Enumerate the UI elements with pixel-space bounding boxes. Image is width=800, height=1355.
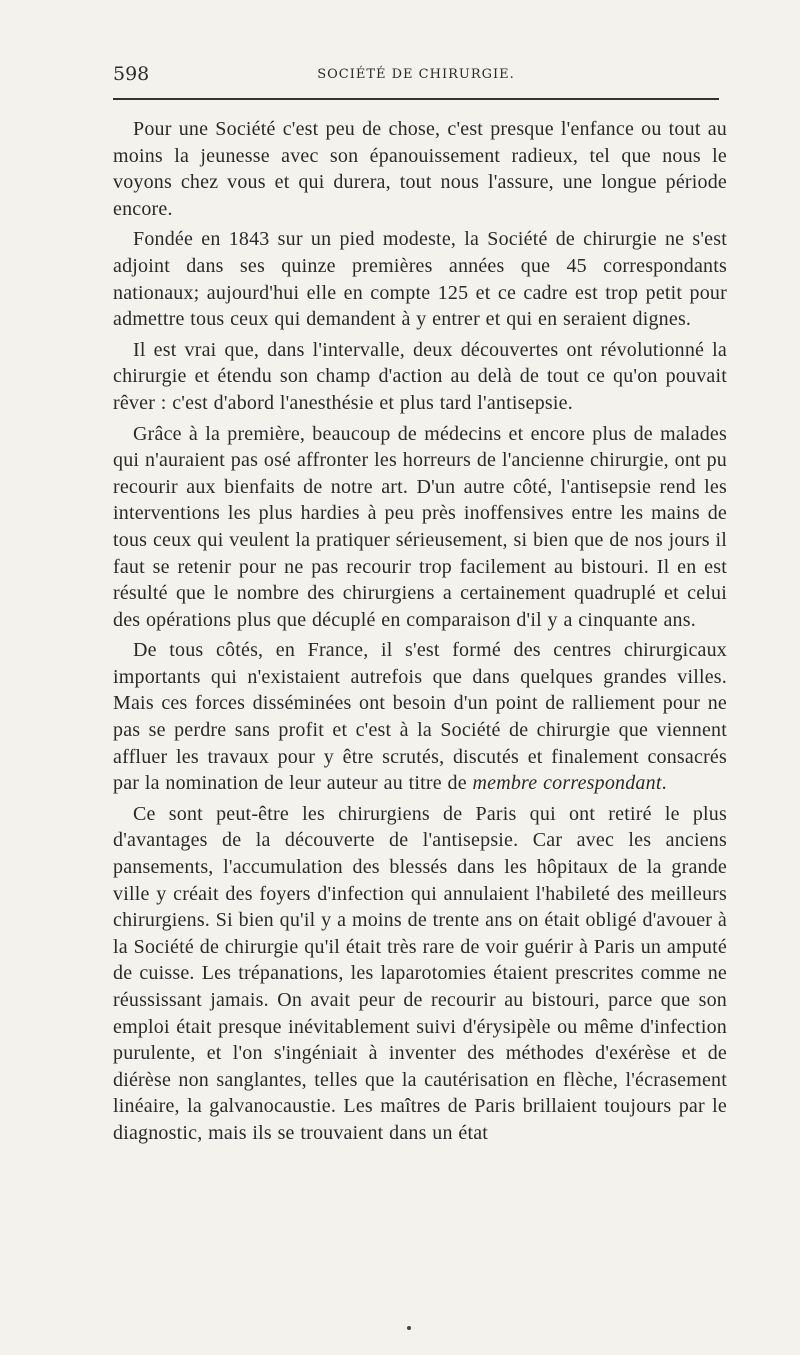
- page-header: [113, 62, 719, 86]
- running-title: SOCIÉTÉ DE CHIRURGIE.: [317, 67, 515, 82]
- paragraph-5: [113, 637, 727, 797]
- body-text: [113, 116, 727, 1151]
- page-number: 598: [113, 63, 150, 85]
- paragraph-text: Ce sont peut-être les chirurgiens de Paris qui ont retiré le plus d'avantages de la découverte de l'antisepsie. Car avec les anciens pansements, l'accumulation des blessés dans les hôpitaux de la grande ville y créait des foyers d'infection qui annulaient l'habileté des meilleurs chirurgiens. Si bien qu'il y a moins de trente ans on était obligé d'avouer à la Société de chirurgie qu'il était très rare de voir guérir à Paris un amputé de cuisse. Les trépanations, les laparotomies étaient prescrites comme ne réussissant jamais. On avait peur de recourir au bistouri, parce que son emploi était presque inévitablement suivi d'érysipèle ou même d'infection purulente, et l'on s'ingéniait à inventer des méthodes d'exérèse et de diérèse non sanglantes, telles que la cautérisation en flèche, l'écrasement linéaire, la galvanocaustie. Les maîtres de Paris brillaient toujours par le diagnostic, mais ils se trouvaient dans un état: [113, 802, 727, 1144]
- header-rule: [113, 98, 719, 100]
- paragraph-tail: .: [661, 772, 667, 795]
- paragraph-text: Grâce à la première, beaucoup de médecins et encore plus de malades qui n'auraient pas osé affronter les horreurs de l'ancienne chirurgie, ont pu recourir aux bienfaits de notre art. D'un autre côté, l'antisepsie rend les interventions les plus hardies à peu près inoffensives entre les mains de tous ceux qui veulent la pratiquer sérieusement, si bien que de nos jours il faut se retenir pour ne pas recourir trop facilement au bistouri. Il en est résulté que le nombre des chirurgiens a certainement quadruplé et celui des opérations plus que décuplé en comparaison d'il y a cinquante ans.: [113, 422, 727, 631]
- paragraph-text: Il est vrai que, dans l'intervalle, deux découvertes ont révolutionné la chirurgie et étendu son champ d'action au delà de tout ce qu'on pouvait rêver : c'est d'abord l'anesthésie et plus tard l'antisepsie.: [113, 338, 727, 414]
- paragraph-1: [113, 116, 727, 222]
- print-speck: [407, 1326, 411, 1330]
- paragraph-text: De tous côtés, en France, il s'est formé des centres chirurgicaux importants qui n'existaient autrefois que dans quelques grandes villes. Mais ces forces disséminées ont besoin d'un point de ralliement pour ne pas se perdre sans profit et c'est à la Société de chirurgie que viennent affluer les travaux pour y être scrutés, discutés et finalement consacrés par la nomination de leur auteur au titre de: [113, 639, 727, 795]
- paragraph-text: Pour une Société c'est peu de chose, c'est presque l'enfance ou tout au moins la jeunesse avec son épanouissement radieux, tel que nous le voyons chez vous et qui durera, tout nous l'assure, une longue période encore.: [113, 118, 727, 220]
- paragraph-2: [113, 226, 727, 332]
- paragraph-3: [113, 337, 727, 417]
- paragraph-text: Fondée en 1843 sur un pied modeste, la Société de chirurgie ne s'est adjoint dans ses quinze premières années que 45 correspondants nationaux; aujourd'hui elle en compte 125 et ce cadre est trop petit pour admettre tous ceux qui demandent à y entrer et qui en seraient dignes.: [113, 228, 727, 331]
- paragraph-4: [113, 421, 727, 634]
- paragraph-6: [113, 801, 727, 1147]
- paragraph-italic: membre correspondant: [472, 772, 662, 795]
